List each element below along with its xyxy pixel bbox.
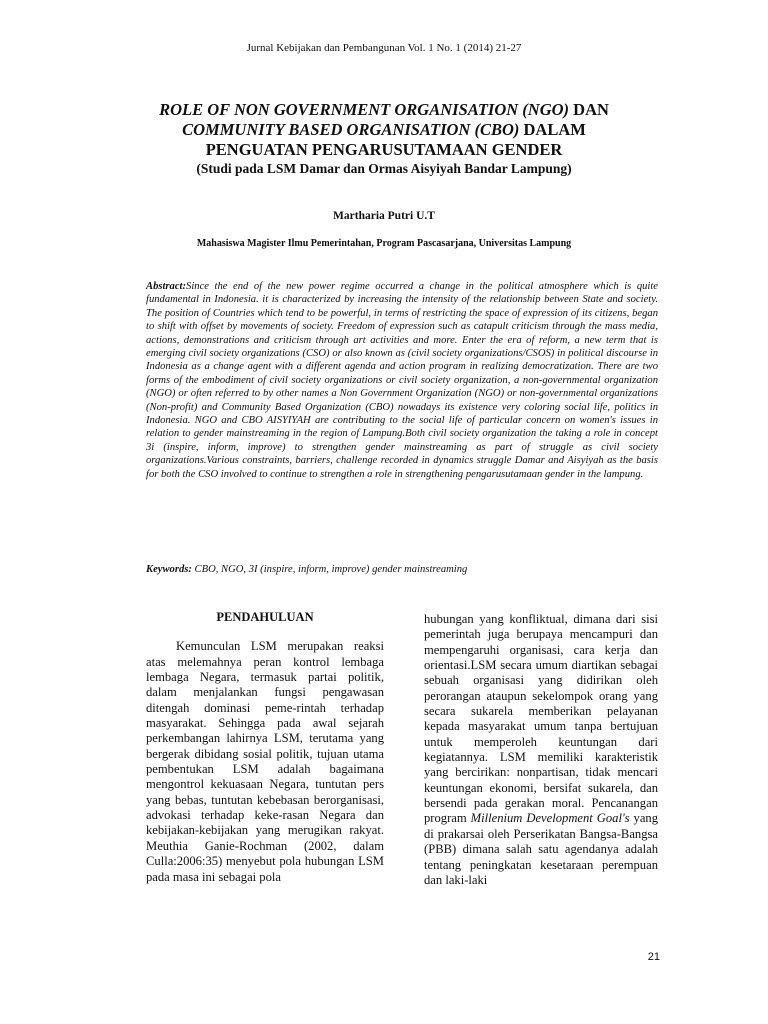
section-heading: PENDAHULUAN <box>216 610 314 624</box>
keywords-label: Keywords: <box>146 564 192 575</box>
body-column-right <box>424 612 658 888</box>
paper-subtitle: (Studi pada LSM Damar dan Ormas Aisyiyah Bandar Lampung) <box>196 161 572 176</box>
keywords <box>146 564 666 575</box>
journal-header: Jurnal Kebijakan dan Pembangunan Vol. 1 No. 1 (2014) 21-27 <box>246 42 522 54</box>
keywords-text: CBO, NGO, 3I (inspire, inform, improve) gender mainstreaming <box>191 564 468 575</box>
author-name: Martharia Putri U.T <box>333 210 435 222</box>
paper-title <box>120 100 648 160</box>
body-column-left <box>146 610 384 885</box>
mdg-term: Millenium Development Goal's <box>470 811 630 826</box>
body-paragraph-left: Kemunculan LSM merupakan reaksi atas melemahnya peran kontrol lembaga lembaga Negara, termasuk partai politik, dalam menjalankan fungsi pengawasan ditengah dominasi peme-rintah terhadap masyarakat. Sehingga pada awal sejarah perkembangan lahirnya LSM, terutama yang bergerak dibidang sosial politik, tujuan utama pembentukan LSM adalah bagaimana mengontrol kekuasaan Negara, tuntutan pers yang bebas, tuntutan kebebasan berorganisasi, advokasi terhadap keke-rasan Negara dan kebijakan-kebijakan yang merugikan rakyat. Meuthia Ganie-Rochman (2002, dalam Culla:2006:35) menyebut pola hubungan LSM pada masa ini sebagai pola <box>146 639 384 884</box>
body-paragraph-right: hubungan yang konfliktual, dimana dari sisi pemerintah juga berupaya mencampuri dan mempengaruhi organisasi, cara kerja dan orientasi.LSM secara umum diartikan sebagai sebuah organisasi yang didirikan oleh perorangan ataupun sekelompok orang yang secara sukarela memberikan pelayanan kepada masyarakat umum tanpa bertujuan untuk memperoleh keuntungan dari kegiatannya. LSM memiliki karakteristik yang bercirikan: nonpartisan, tidak mencari keuntungan ekonomi, bersifat sukarela, dan bersendi pada gerakan moral. Pencanangan program Millenium Development Goal's yang di prakarsai oleh Perserikatan Bangsa-Bangsa (PBB) dimana salah satu agendanya adalah tentang peningkatan kesetaraan perempuan dan laki-laki <box>424 612 659 887</box>
page-number: 21 <box>647 951 660 963</box>
title-line-3: PENGUATAN PENGARUSUTAMAAN GENDER <box>205 140 563 159</box>
author-affiliation: Mahasiswa Magister Ilmu Pemerintahan, Program Pascasarjana, Universitas Lampung <box>196 238 572 249</box>
title-line-1: ROLE OF NON GOVERNMENT ORGANISATION (NGO) DAN <box>159 100 609 119</box>
abstract-label: Abstract: <box>146 281 187 292</box>
abstract <box>146 280 658 481</box>
title-line-2: COMMUNITY BASED ORGANISATION (CBO) DALAM <box>182 120 586 139</box>
abstract-text: Since the end of the new power regime occurred a change in the political atmosphere which is quite fundamental in Indonesia. it is characterized by increasing the intensity of the relationship between State and society. The position of Countries which tend to be powerful, in terms of restricting the space of expression of its citizens, began to shift with offset by movements of society. Freedom of expression such as catapult criticism through the mass media, actions, demonstrations and criticism through art activities and more. Enter the era of reform, a new term that is emerging civil society organizations (CSO) or also known as (civil society organizations/CSOS) in political discourse in Indonesia as a change agent with a different agenda and action program in realizing democratization. There are two forms of the embodiment of civil society organizations or civil society organization, a non-governmental organization (NGO) or often referred to by other names a Non Government Organization (NGO) or non-governmental organizations (Non-profit) and Community Based Organization (CBO) nowadays its existence very coloring social life, politics in Indonesia. NGO and CBO AISYIYAH are contributing to the social life of particular concern on women's issues in relation to gender mainstreaming in the region of Lampung.Both civil society organization the taking a role in concept 3i (inspire, inform, improve) to strengthen gender mainstreaming as part of struggle as civil society organizations.Various constraints, barriers, challenge recorded in dynamics struggle Damar and Aisyiyah as the basis for both the CSO involved to continue to strengthen a role in strengthening pengarusutamaan gender in the lampung. <box>146 281 658 480</box>
